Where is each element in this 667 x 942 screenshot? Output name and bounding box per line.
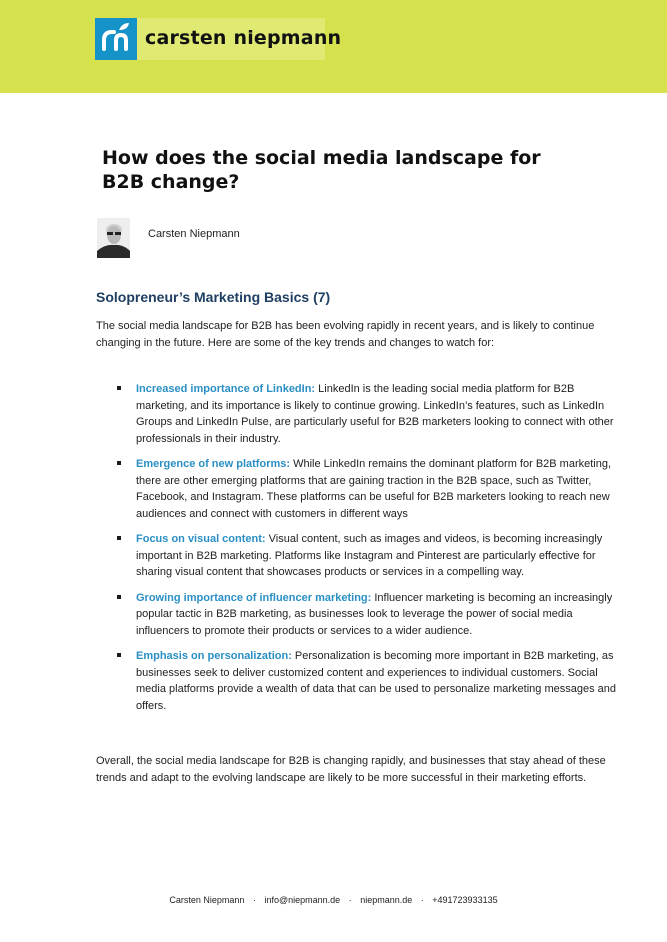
logo-wordmark: carsten niepmann — [145, 27, 342, 49]
bullet-square-icon — [117, 536, 121, 540]
bullet-term: Increased importance of LinkedIn: — [136, 383, 316, 395]
bullet-term: Emphasis on personalization: — [136, 650, 292, 662]
cn-leaf-logo-icon — [95, 18, 137, 60]
article-title: How does the social media landscape for B2B change? — [102, 147, 541, 193]
header-band — [0, 0, 667, 93]
footer — [0, 895, 667, 905]
closing-paragraph: Overall, the social media landscape for B2B is changing rapidly, and businesses that stay ahead of these trends and adapt to the evolving landscape are likely to be more successful in their marketing efforts. — [96, 755, 606, 784]
bullet-square-icon — [117, 461, 121, 465]
author-avatar — [97, 218, 130, 258]
bullet-text: LinkedIn is the leading social media platform for B2B marketing, and its importance is likely to continue growing. LinkedIn’s features, such as LinkedIn Groups and LinkedIn Pulse, are particularly useful for B2B marketers looking to connect with other professionals in their industry. — [136, 383, 614, 445]
bullet-term: Focus on visual content: — [136, 533, 266, 545]
bullet-square-icon — [117, 653, 121, 657]
footer-separator: · — [252, 895, 256, 905]
list-item — [96, 590, 616, 640]
footer-phone[interactable]: +491723933135 — [432, 895, 498, 905]
list-item — [96, 648, 616, 714]
list-item — [96, 531, 616, 581]
intro-paragraph: The social media landscape for B2B has been evolving rapidly in recent years, and is likely to continue changing in the future. Here are some of the key trends and changes to watch for: — [96, 320, 595, 349]
brand-logo[interactable] — [95, 18, 342, 60]
bullet-term: Emergence of new platforms: — [136, 458, 291, 470]
bullet-term: Growing importance of influencer marketing: — [136, 591, 372, 604]
footer-separator: · — [348, 895, 352, 905]
bullet-text: Personalization is becoming more important in B2B marketing, as businesses seek to deliver customized content and experiences to individual customers. Social media platforms provide a wealth of data that can be used to personalize marketing messages and offers. — [136, 650, 616, 712]
bullet-square-icon — [117, 386, 121, 390]
trend-list — [96, 381, 616, 723]
footer-separator: · — [420, 895, 424, 905]
list-item — [96, 456, 616, 522]
bullet-square-icon — [117, 595, 121, 599]
bullet-text: Visual content, such as images and videos, is becoming increasingly important in B2B marketing. Platforms like Instagram and Pinterest are particularly effective for sharing visual content that showcases products or services in a compelling way. — [136, 533, 603, 578]
footer-email-link[interactable]: info@niepmann.de — [264, 895, 341, 905]
footer-name: Carsten Niepmann — [169, 895, 245, 905]
bullet-text: While LinkedIn remains the dominant platform for B2B marketing, there are other emerging platforms that are gaining traction in the B2B space, such as Twitter, Facebook, and Instagram. These platforms can be useful for B2B marketers looking to reach new audiences and connect with customers in different ways — [136, 458, 612, 520]
footer-website-link[interactable]: niepmann.de — [360, 895, 413, 905]
author-name: Carsten Niepmann — [148, 228, 240, 240]
section-heading: Solopreneur’s Marketing Basics (7) — [96, 289, 331, 305]
bullet-text: Influencer marketing is becoming an increasingly popular tactic in B2B marketing, as businesses look to leverage the power of social media influencers to promote their products or services to a wider audience. — [136, 591, 613, 637]
list-item — [96, 381, 616, 447]
